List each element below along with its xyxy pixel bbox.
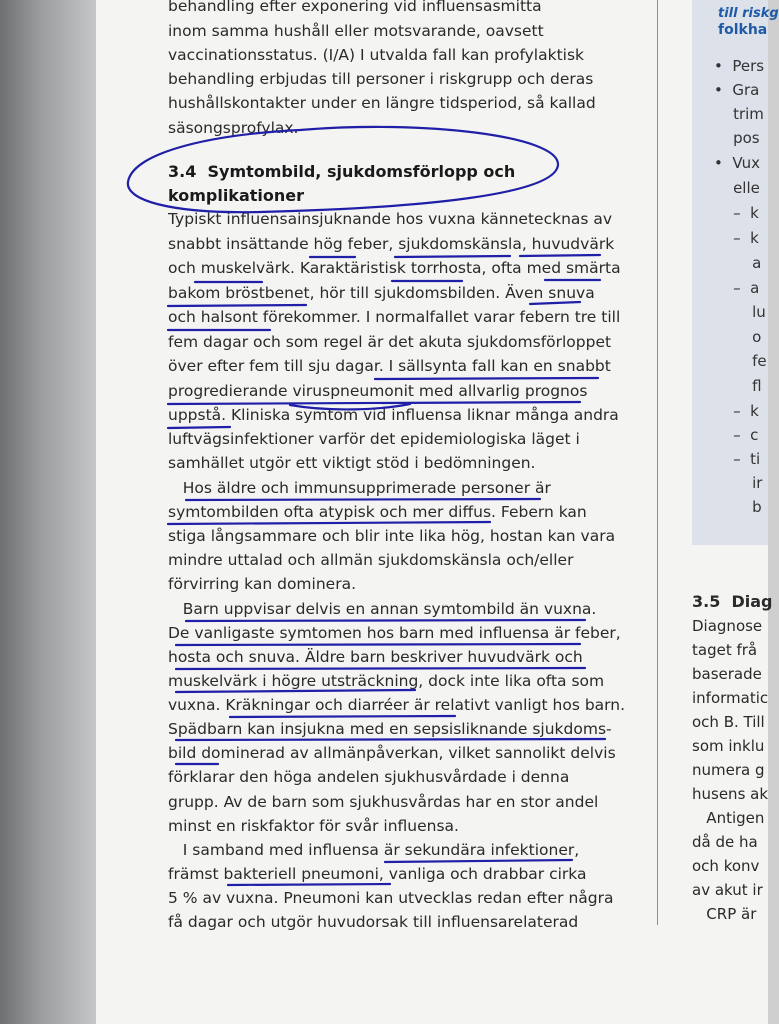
text-line: säsongsprofylax. (168, 119, 299, 137)
fact-box-item: – ti (714, 450, 761, 468)
text-line: Barn uppvisar delvis en annan symtombild än vuxna. (168, 600, 597, 618)
text-line: stiga långsammare och blir inte lika hög, hostan kan vara (168, 527, 616, 545)
fact-box-item: b (714, 498, 762, 516)
text-line: snabbt insättande hög feber, sjukdomskänsla, huvudvärk (168, 235, 615, 253)
text-line: Hos äldre och immunsupprimerade personer är (168, 479, 551, 497)
text-line: Diagnose (692, 617, 763, 635)
right-column (692, 590, 773, 926)
text-line: hushållskontakter under en längre tidsperiod, så kallad (168, 94, 596, 112)
section-heading (168, 160, 528, 208)
fact-box-item: fe (714, 352, 767, 370)
column-divider (657, 0, 658, 925)
text-line: baserade (692, 665, 762, 683)
text-line: främst bakteriell pneumoni, vanliga och drabbar cirka (168, 865, 587, 883)
text-line: muskelvärk i högre utsträckning, dock inte lika ofta som (168, 672, 605, 690)
text-line: vuxna. Kräkningar och diarréer är relativt vanligt hos barn. (168, 696, 626, 714)
text-line: hosta och snuva. Äldre barn beskriver huvudvärk och (168, 648, 583, 666)
fact-box-item: – a (714, 279, 760, 297)
text-line: mindre uttalad och allmän sjukdomskänsla och/eller (168, 551, 574, 569)
fact-box-item: • Vux (714, 154, 761, 172)
text-line: inom samma hushåll eller motsvarande, oavsett (168, 22, 544, 40)
fact-box-item: – k (714, 402, 759, 420)
fact-box-item: lu (714, 303, 766, 321)
text-line: informatic (692, 689, 769, 707)
text-line: och B. Till (692, 713, 765, 731)
text-line: av akut ir (692, 881, 763, 899)
text-line: samhället utgör ett viktigt stöd i bedömningen. (168, 454, 536, 472)
text-line: behandling efter exponering vid influensasmitta (168, 0, 542, 15)
fact-box-item: elle (714, 179, 760, 197)
text-line: och konv (692, 857, 760, 875)
text-line: vaccinationsstatus. (I/A) I utvalda fall kan profylaktisk (168, 46, 585, 64)
text-line: De vanligaste symtomen hos barn med influensa är feber, (168, 624, 621, 642)
fact-box (692, 0, 779, 545)
binding-shadow (0, 0, 100, 1024)
fact-box-item: – k (714, 204, 759, 222)
fact-box-item: – c (714, 426, 759, 444)
fact-box-item: • Gra (714, 81, 760, 99)
text-line: Spädbarn kan insjukna med en sepsisliknande sjukdoms- (168, 720, 612, 738)
text-line: bild dominerad av allmänpåverkan, vilket sannolikt delvis (168, 744, 616, 762)
text-line: Typiskt influensainsjuknande hos vuxna kännetecknas av (168, 210, 613, 228)
text-line: då de ha (692, 833, 758, 851)
text-line: I samband med influensa är sekundära infektioner, (168, 841, 580, 859)
fact-box-item: pos (714, 129, 760, 147)
text-line: uppstå. Kliniska symtom vid influensa liknar många andra (168, 406, 619, 424)
text-line: husens ak (692, 785, 769, 803)
text-line: förvirring kan dominera. (168, 575, 356, 593)
text-line: taget frå (692, 641, 758, 659)
heading-line: 3.4 Symtombild, sjukdomsförlopp och (168, 162, 516, 181)
fact-box-item: fl (714, 377, 762, 395)
text-line: 5 % av vuxna. Pneumoni kan utvecklas redan efter några (168, 889, 614, 907)
text-line: och halsont förekommer. I normalfallet varar febern tre till (168, 308, 621, 326)
text-line: grupp. Av de barn som sjukhusvårdas har en stor andel (168, 793, 599, 811)
text-line: progredierande viruspneumonit med allvarlig prognos (168, 382, 588, 400)
fact-box-item: • Pers (714, 57, 765, 75)
section-heading-3-5: 3.5 Diag (692, 592, 773, 611)
fact-box-title: till riskg (718, 6, 779, 21)
text-line: och muskelvärk. Karaktäristisk torrhosta, ofta med smärta (168, 259, 621, 277)
fact-box-item: trim (714, 105, 764, 123)
text-line: numera g (692, 761, 765, 779)
heading-line: komplikationer (168, 186, 304, 205)
text-line: Antigen (692, 809, 765, 827)
fact-box-item: ir (714, 474, 763, 492)
fact-box-item: – k (714, 229, 759, 247)
text-line: CRP är (692, 905, 757, 923)
text-line: fem dagar och som regel är det akuta sjukdomsförloppet (168, 333, 612, 351)
text-line: över efter fem till sju dagar. I sällsynta fall kan en snabbt (168, 357, 611, 375)
text-line: få dagar och utgör huvudorsak till influensarelaterad (168, 913, 579, 931)
text-line: som inklu (692, 737, 765, 755)
text-line: minst en riskfaktor för svår influensa. (168, 817, 459, 835)
text-line: symtombilden ofta atypisk och mer diffus. Febern kan (168, 503, 587, 521)
text-line: förklarar den höga andelen sjukhusvårdade i denna (168, 768, 570, 786)
text-line: luftvägsinfektioner varför det epidemiologiska läget i (168, 430, 580, 448)
fact-box-item: o (714, 328, 762, 346)
fact-box-item: a (714, 254, 762, 272)
text-line: bakom bröstbenet, hör till sjukdomsbilden. Även snuva (168, 284, 595, 302)
fact-box-title: folkha (718, 22, 768, 38)
text-line: behandling erbjudas till personer i riskgrupp och deras (168, 70, 594, 88)
